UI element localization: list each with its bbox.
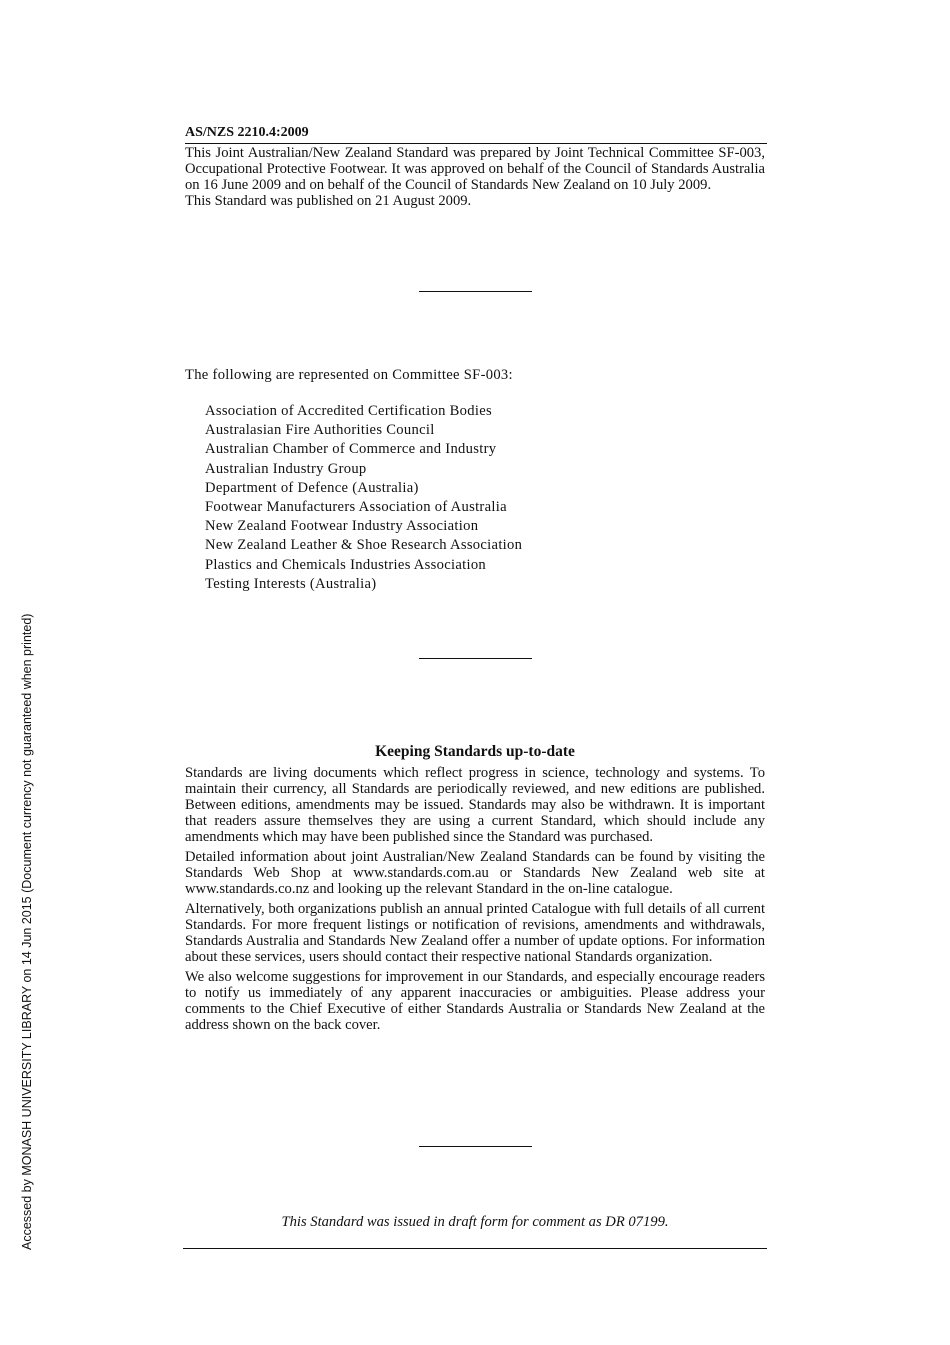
- keeping-up-to-date-body: [185, 765, 765, 1037]
- section-title: Keeping Standards up-to-date: [375, 743, 575, 760]
- approval-paragraph: This Joint Australian/New Zealand Standard was prepared by Joint Technical Committee SF-003, Occupational Protective Footwear. It was approved on behalf of the Council of Standards Australia on 16 June 2009 and on behalf of the Council of Standards New Zealand on 10 July 2009.: [185, 145, 765, 193]
- section-divider: [419, 658, 532, 659]
- list-item: Australian Chamber of Commerce and Industry: [205, 441, 497, 458]
- body-paragraph: Detailed information about joint Australian/New Zealand Standards can be found by visiting the Standards Web Shop at www.standards.com.au or Standards New Zealand web site at www.standards.co.nz and looking up the relevant Standard in the on-line catalogue.: [185, 849, 765, 897]
- committee-member-list: [205, 402, 522, 594]
- standard-code: AS/NZS 2210.4:2009: [185, 125, 309, 140]
- list-item: Association of Accredited Certification Bodies: [205, 403, 492, 419]
- header-rule: [185, 143, 767, 144]
- body-paragraph: We also welcome suggestions for improvement in our Standards, and especially encourage readers to notify us immediately of any apparent inaccuracies or ambiguities. Please address your comments to the Chief Executive of either Standards Australia or Standards New Zealand at the address shown on the back cover.: [185, 969, 765, 1033]
- access-watermark: Accessed by MONASH UNIVERSITY LIBRARY on 14 Jun 2015 (Document currency not guaranteed when printed): [20, 613, 34, 1250]
- footer-rule: [183, 1248, 767, 1249]
- committee-intro: The following are represented on Committee SF-003:: [185, 367, 513, 383]
- list-item: Australasian Fire Authorities Council: [205, 422, 435, 439]
- list-item: Footwear Manufacturers Association of Australia: [205, 498, 507, 515]
- list-item: Australian Industry Group: [205, 460, 367, 477]
- draft-note: This Standard was issued in draft form for comment as DR 07199.: [281, 1214, 669, 1230]
- list-item: Testing Interests (Australia): [205, 575, 377, 592]
- publication-date-paragraph: This Standard was published on 21 August 2009.: [185, 193, 472, 209]
- approval-statement: [185, 145, 765, 209]
- list-item: New Zealand Leather & Shoe Research Association: [205, 537, 523, 554]
- list-item: Department of Defence (Australia): [205, 479, 419, 496]
- list-item: Plastics and Chemicals Industries Association: [205, 556, 487, 573]
- section-divider: [419, 291, 532, 292]
- list-item: New Zealand Footwear Industry Association: [205, 518, 479, 535]
- body-paragraph: Alternatively, both organizations publish an annual printed Catalogue with full details of all current Standards. For more frequent listings or notification of revisions, amendments and withdrawals, Standards Australia and Standards New Zealand offer a number of update options. For information about these services, users should contact their respective national Standards organization.: [185, 901, 765, 965]
- section-divider: [419, 1146, 532, 1147]
- body-paragraph: Standards are living documents which reflect progress in science, technology and systems. To maintain their currency, all Standards are periodically reviewed, and new editions are published. Between editions, amendments may be issued. Standards may also be withdrawn. It is important that readers assure themselves they are using a current Standard, which should include any amendments which may have been published since the Standard was purchased.: [185, 765, 765, 845]
